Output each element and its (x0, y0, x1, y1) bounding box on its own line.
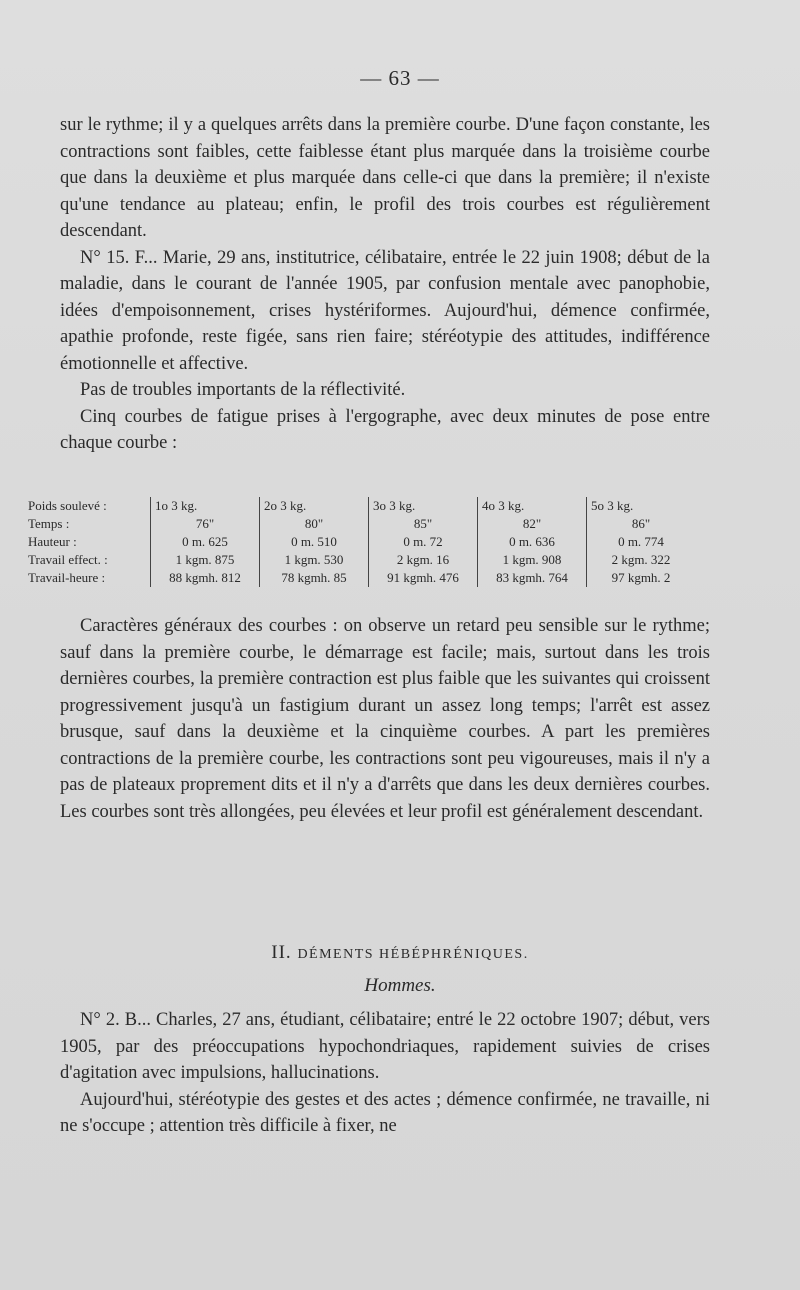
table-cell: 4o 3 kg. (478, 497, 587, 515)
text-block-top (60, 112, 710, 457)
table-cell: 0 m. 72 (369, 533, 478, 551)
table-row (28, 497, 695, 515)
table-cell: 83 kgmh. 764 (478, 569, 587, 587)
row-label: Travail-heure : (28, 570, 106, 585)
table-cell: 82" (478, 515, 587, 533)
table-cell: 0 m. 774 (587, 533, 696, 551)
ergograph-table (28, 497, 695, 587)
paragraph-case-2: N° 2. B... Charles, 27 ans, étudiant, célibataire; entré le 22 octobre 1907; début, vers 1905, par des préoccupations hypochondriaques, rapidement suivies de crises d'agitation avec impulsions, hallucinations. (60, 1010, 710, 1083)
text-block-bottom (60, 1007, 710, 1140)
table-cell: 1 kgm. 875 (151, 551, 260, 569)
table-cell: 5o 3 kg. (587, 497, 696, 515)
table-row (28, 551, 695, 569)
table-cell: 78 kgmh. 85 (260, 569, 369, 587)
paragraph-general-characteristics: Caractères généraux des courbes : on observe un retard peu sensible sur le rythme; sauf dans la première courbe, le démarrage est facile; mais, surtout dans les trois dernières courbes, la première contraction est plus faible que les suivantes qui croissent progressivement jusqu'à un fastigium durant un assez long temps; l'arrêt est assez brusque, sauf dans la deuxième et la cinquième courbes. A part les premières contractions de la première courbe, les contractions sont peu vigoureuses, mais il n'y a pas de plateaux proprement dits et il n'y a d'arrêts que dans les deux dernières courbes. Les courbes sont très allongées, peu élevées et leur profil est généralement descendant. (60, 616, 710, 822)
row-label: Travail effect. : (28, 552, 108, 567)
row-label: Poids soulevé : (28, 498, 107, 513)
section-title: DÉMENTS HÉBÉPHRÉNIQUES. (297, 947, 529, 962)
section-subtitle: Hommes. (364, 975, 436, 996)
paragraph-curves-intro: Cinq courbes de fatigue prises à l'ergographe, avec deux minutes de pose entre chaque courbe : (60, 406, 710, 453)
table-cell: 2o 3 kg. (260, 497, 369, 515)
paragraph-reflexes: Pas de troubles importants de la réflectivité. (80, 380, 406, 400)
section-heading (0, 942, 800, 964)
table-cell: 97 kgmh. 2 (587, 569, 696, 587)
table-cell: 1 kgm. 530 (260, 551, 369, 569)
row-label: Hauteur : (28, 534, 77, 549)
text-block-middle (60, 613, 710, 825)
table-row (28, 533, 695, 551)
table-cell: 85" (369, 515, 478, 533)
table-cell: 0 m. 510 (260, 533, 369, 551)
table-cell: 1 kgm. 908 (478, 551, 587, 569)
row-label: Temps : (28, 516, 70, 531)
table-cell: 76" (151, 515, 260, 533)
paragraph-today: Aujourd'hui, stéréotypie des gestes et des actes ; démence confirmée, ne travaille, ni ne s'occupe ; attention très difficile à fixer, ne (60, 1089, 710, 1136)
table-row (28, 569, 695, 587)
table-cell: 0 m. 636 (478, 533, 587, 551)
page-number: — 63 — (360, 66, 440, 90)
table-cell: 0 m. 625 (151, 533, 260, 551)
table-cell: 2 kgm. 16 (369, 551, 478, 569)
section-number: II. (271, 942, 292, 963)
table-cell: 1o 3 kg. (151, 497, 260, 515)
table-cell: 86" (587, 515, 696, 533)
table-cell: 88 kgmh. 812 (151, 569, 260, 587)
table-cell: 80" (260, 515, 369, 533)
table-row (28, 515, 695, 533)
table-cell: 3o 3 kg. (369, 497, 478, 515)
paragraph-case-15: N° 15. F... Marie, 29 ans, institutrice, célibataire, entrée le 22 juin 1908; début de la maladie, dans le courant de l'année 1905, par confusion mentale avec panophobie, idées d'empoisonnement, crises hystériformes. Aujourd'hui, démence confirmée, apathie profonde, reste figée, sans rien faire; stéréotypie des attitudes, indifférence émotionnelle et affective. (60, 247, 710, 374)
table-cell: 2 kgm. 322 (587, 551, 696, 569)
table-cell: 91 kgmh. 476 (369, 569, 478, 587)
paragraph-continuation: sur le rythme; il y a quelques arrêts dans la première courbe. D'une façon constante, les contractions sont faibles, cette faiblesse étant plus marquée dans la troisième courbe que dans la deuxième et plus marquée dans celle-ci que dans la première; il n'existe qu'une tendance au plateau; enfin, le profil des trois courbes est régulièrement descendant. (60, 115, 710, 241)
